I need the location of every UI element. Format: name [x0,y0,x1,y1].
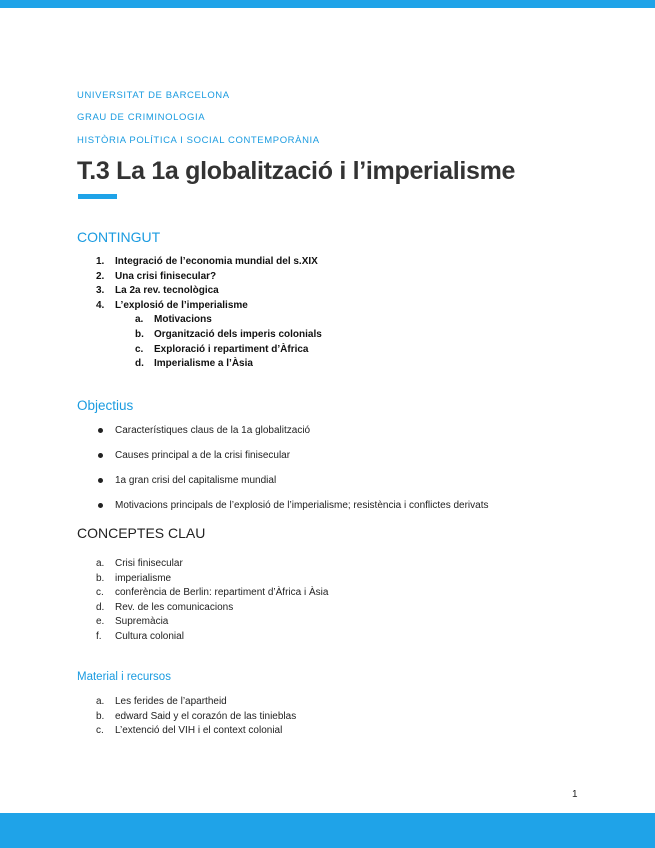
list-item [77,425,617,450]
list-item-text: Motivacions [154,314,212,326]
bullet-icon [98,428,103,433]
list-item-letter: a. [96,696,105,707]
list-item [77,256,477,271]
list-item [77,475,617,500]
list-item-text: Rev. de les comunicacions [115,601,234,613]
list-item-text: La 2a rev. tecnològica [115,285,219,297]
list-item-letter: e. [96,616,105,628]
list-item-text: Una crisi finisecular? [115,270,217,282]
list-item-text: Organització dels imperis colonials [154,328,322,340]
list-item-text: Causes principal a de la crisi finisecular [115,450,291,461]
list-item [77,450,617,475]
list-item [77,573,477,588]
top-accent-bar [0,0,655,8]
list-item-text: Motivacions principals de l’explosió de l’imperialisme; resistència i conflictes derivats [115,500,489,511]
conceptes-heading: CONCEPTES CLAU [77,525,206,541]
list-item-letter: c. [96,725,104,737]
list-item-text: Les ferides de l’apartheid [115,696,227,707]
university-name: UNIVERSITAT DE BARCELONA [77,90,230,101]
bottom-accent-bar [0,813,655,848]
sub-list-item [77,329,477,344]
list-item [77,725,477,740]
degree-name: GRAU DE CRIMINOLOGIA [77,112,206,123]
bullet-icon [98,503,103,508]
list-item-letter: c. [96,587,104,599]
list-item-text: 1a gran crisi del capitalisme mundial [115,475,277,486]
list-item-number: 1. [96,256,105,267]
list-item-number: 3. [96,285,105,297]
list-item [77,587,477,602]
list-item-number: 2. [96,270,105,282]
list-item-letter: a. [96,558,105,569]
list-item-number: c. [135,343,144,355]
page-number: 1 [572,789,578,800]
sub-list-item [77,358,477,373]
list-item [77,500,617,525]
list-item-letter: d. [96,601,105,613]
list-item-text: conferència de Berlin: repartiment d’Àfrica i Àsia [115,587,329,599]
list-item [77,602,477,617]
list-item-text: Integració de l’economia mundial del s.XIX [115,256,318,267]
contingut-heading: CONTINGUT [77,229,161,245]
title-underline [78,194,117,199]
material-list [77,696,477,740]
objectius-heading: Objectius [77,398,134,413]
list-item-text: L’extenció del VIH i el context colonial [115,725,283,737]
list-item-text: Exploració i repartiment d’Àfrica [154,343,309,355]
bullet-icon [98,478,103,483]
list-item-text: L’explosió de l’imperialisme [115,299,248,311]
objectius-list [77,425,617,525]
list-item [77,285,477,300]
list-item [77,711,477,726]
list-item-number: d. [135,358,144,370]
list-item-number: b. [135,328,144,340]
conceptes-list [77,558,477,646]
list-item-text: Cultura colonial [115,630,184,642]
list-item-text: Crisi finisecular [115,558,183,569]
list-item [77,558,477,573]
list-item-text: Característiques claus de la 1a globalització [115,425,311,436]
list-item [77,631,477,646]
bullet-icon [98,453,103,458]
list-item [77,300,477,315]
list-item-number: 4. [96,299,105,311]
list-item-letter: b. [96,710,105,722]
document-title: T.3 La 1a globalització i l’imperialisme [77,157,516,185]
sub-list-item [77,314,477,329]
list-item-text: Imperialisme a l’Àsia [154,358,253,370]
material-heading: Material i recursos [77,671,171,683]
list-item [77,696,477,711]
list-item-number: a. [135,314,144,326]
course-name: HISTÒRIA POLÍTICA I SOCIAL CONTEMPORÀNIA [77,135,320,146]
list-item-text: imperialisme [115,572,172,584]
list-item-letter: f. [96,630,102,642]
sub-list-item [77,344,477,359]
list-item-letter: b. [96,572,105,584]
list-item [77,271,477,286]
list-item [77,616,477,631]
list-item-text: Supremàcia [115,616,169,628]
contingut-list [77,256,477,373]
list-item-text: edward Said y el corazón de las tinieblas [115,710,297,722]
